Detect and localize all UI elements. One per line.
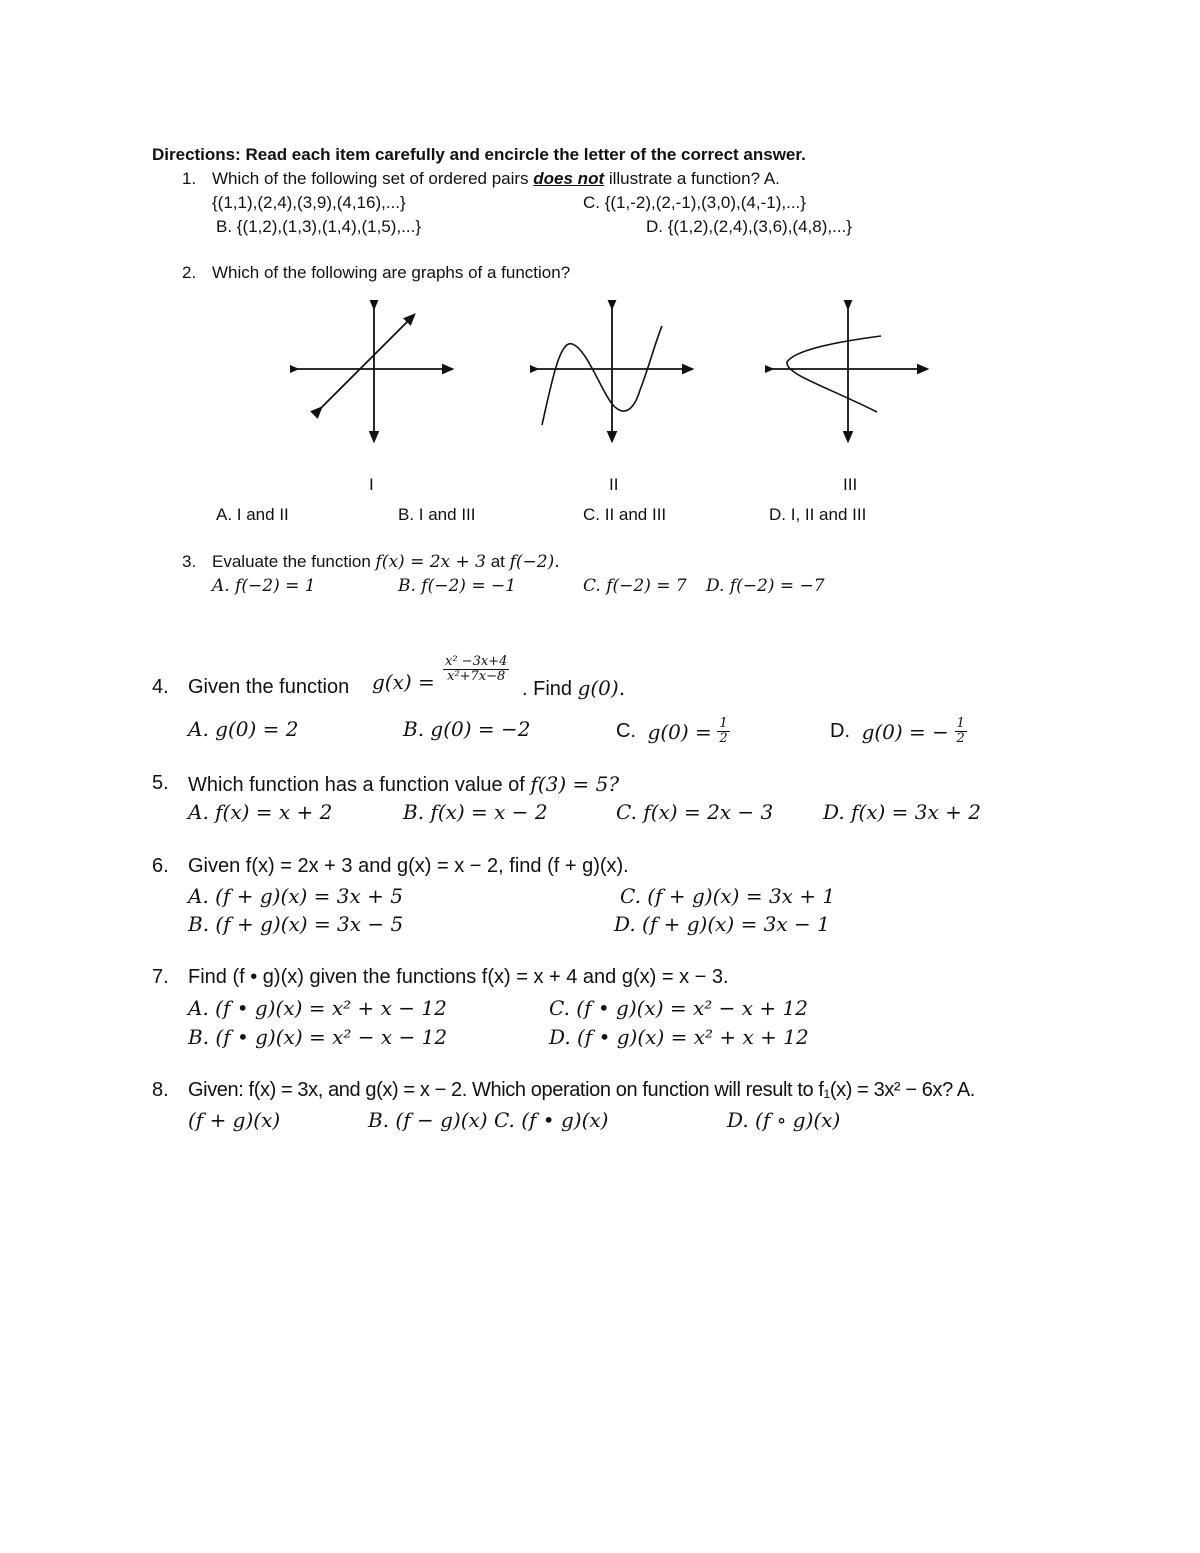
q7-choice-c[interactable]: C. (f • g)(x) = x² − x + 12 — [549, 996, 808, 1020]
q4-choice-d-expr: g(0) = − — [861, 719, 949, 744]
q3-choice-b[interactable]: B. f(−2) = −1 — [398, 576, 517, 596]
q7-choice-a[interactable]: A. (f • g)(x) = x² + x − 12 — [188, 996, 447, 1020]
q2-choice-d[interactable]: D. I, II and III — [769, 505, 867, 524]
graph-label-iii: III — [843, 475, 858, 494]
q7-choice-d[interactable]: D. (f • g)(x) = x² + x + 12 — [549, 1025, 809, 1049]
q4-c-half-den: 2 — [719, 731, 728, 746]
q4-stem-post-wrap — [522, 676, 625, 701]
q4-denominator: x²+7x−8 — [447, 669, 506, 684]
q4-d-half-den: 2 — [956, 731, 965, 746]
q2-number: 2. — [182, 263, 197, 282]
q4-c-half-num: 1 — [719, 716, 728, 731]
q4-gx: g(x) = — [372, 670, 435, 694]
q3-stem-mid: at — [485, 552, 510, 571]
q4-number: 4. — [152, 676, 169, 698]
q7-choice-b[interactable]: B. (f • g)(x) = x² − x − 12 — [188, 1025, 448, 1049]
q1-stem-emphasis: does not — [533, 169, 605, 188]
q2-stem: Which of the following are graphs of a function? — [212, 263, 571, 282]
q3-stem-at: f(−2). — [509, 552, 560, 572]
q3-number: 3. — [182, 552, 197, 571]
q1-stem — [212, 169, 780, 189]
q4-choice-c-letter: C. — [616, 719, 636, 742]
q5-stem-pre: Which function has a function value of — [188, 774, 531, 796]
q3-choice-a[interactable]: A. f(−2) = 1 — [212, 576, 316, 596]
q6-choice-d[interactable]: D. (f + g)(x) = 3x − 1 — [614, 912, 830, 936]
q4-choice-b[interactable]: B. g(0) = −2 — [403, 717, 531, 741]
q8-choice-d[interactable]: D. (f ∘ g)(x) — [727, 1108, 841, 1132]
q4-choice-c[interactable] — [616, 717, 730, 746]
q3-choice-c[interactable]: C. f(−2) = 7 — [583, 576, 687, 596]
q8-stem: Given: f(x) = 3x, and g(x) = x − 2. Which operation on function will result to f₁(x) = 3x² − 6x? A. — [188, 1079, 975, 1101]
graph-ii — [530, 300, 695, 445]
q5-choice-a[interactable]: A. f(x) = x + 2 — [188, 800, 333, 824]
q1-choice-c[interactable]: C. {(1,-2),(2,-1),(3,0),(4,-1),...} — [583, 193, 806, 212]
q5-choice-b[interactable]: B. f(x) = x − 2 — [403, 800, 548, 824]
q8-choice-a[interactable]: (f + g)(x) — [188, 1108, 281, 1132]
q1-choice-a[interactable]: {(1,1),(2,4),(3,9),(4,16),...} — [212, 193, 406, 212]
graph-label-i: I — [369, 475, 374, 494]
q5-number: 5. — [152, 772, 169, 794]
q2-choice-a[interactable]: A. I and II — [216, 505, 289, 524]
q4-numerator: x² −3x+4 — [445, 654, 508, 669]
q7-stem: Find (f • g)(x) given the functions f(x) = x + 4 and g(x) = x − 3. — [188, 966, 729, 988]
q6-stem: Given f(x) = 2x + 3 and g(x) = x − 2, find (f + g)(x). — [188, 855, 629, 877]
graph-iii — [765, 300, 930, 445]
q8-number: 8. — [152, 1079, 169, 1101]
q2-choice-c[interactable]: C. II and III — [583, 505, 667, 524]
q4-find: g(0). — [577, 676, 626, 700]
directions: Directions: Read each item carefully and encircle the letter of the correct answer. — [152, 145, 806, 164]
q1-stem-post: illustrate a function? A. — [604, 169, 780, 188]
q5-stem-value: f(3) = 5? — [530, 772, 620, 796]
q4-stem-post: . Find — [522, 678, 578, 700]
q4-d-half-num: 1 — [956, 716, 965, 731]
q5-choice-d[interactable]: D. f(x) = 3x + 2 — [823, 800, 981, 824]
q3-choice-d[interactable]: D. f(−2) = −7 — [706, 576, 825, 596]
q6-choice-a[interactable]: A. (f + g)(x) = 3x + 5 — [188, 884, 403, 908]
q3-stem-pre: Evaluate the function — [212, 552, 376, 571]
q1-choice-b[interactable]: B. {(1,2),(1,3),(1,4),(1,5),...} — [216, 217, 422, 236]
q1-choice-d[interactable]: D. {(1,2),(2,4),(3,6),(4,8),...} — [646, 217, 852, 236]
q3-stem — [212, 552, 560, 572]
q4-choice-d-letter: D. — [830, 719, 850, 742]
q1-number: 1. — [182, 169, 197, 188]
q4-choice-a[interactable]: A. g(0) = 2 — [188, 717, 299, 741]
q4-choice-c-expr: g(0) = — [647, 719, 712, 744]
q4-stem-pre: Given the function — [188, 676, 350, 698]
q8-choice-b-c[interactable]: B. (f − g)(x) C. (f • g)(x) — [368, 1108, 609, 1132]
q6-number: 6. — [152, 855, 169, 877]
q4-fraction — [443, 655, 509, 684]
q5-choice-c[interactable]: C. f(x) = 2x − 3 — [616, 800, 774, 824]
q4-choice-d[interactable] — [830, 717, 967, 746]
q1-stem-pre: Which of the following set of ordered pairs — [212, 169, 534, 188]
graph-label-ii: II — [609, 475, 619, 494]
q3-stem-function: f(x) = 2x + 3 — [375, 552, 486, 572]
q2-choice-b[interactable]: B. I and III — [398, 505, 476, 524]
graph-i — [290, 300, 455, 445]
q6-choice-b[interactable]: B. (f + g)(x) = 3x − 5 — [188, 912, 404, 936]
q5-stem — [188, 772, 619, 797]
q6-choice-c[interactable]: C. (f + g)(x) = 3x + 1 — [620, 884, 836, 908]
q7-number: 7. — [152, 966, 169, 988]
